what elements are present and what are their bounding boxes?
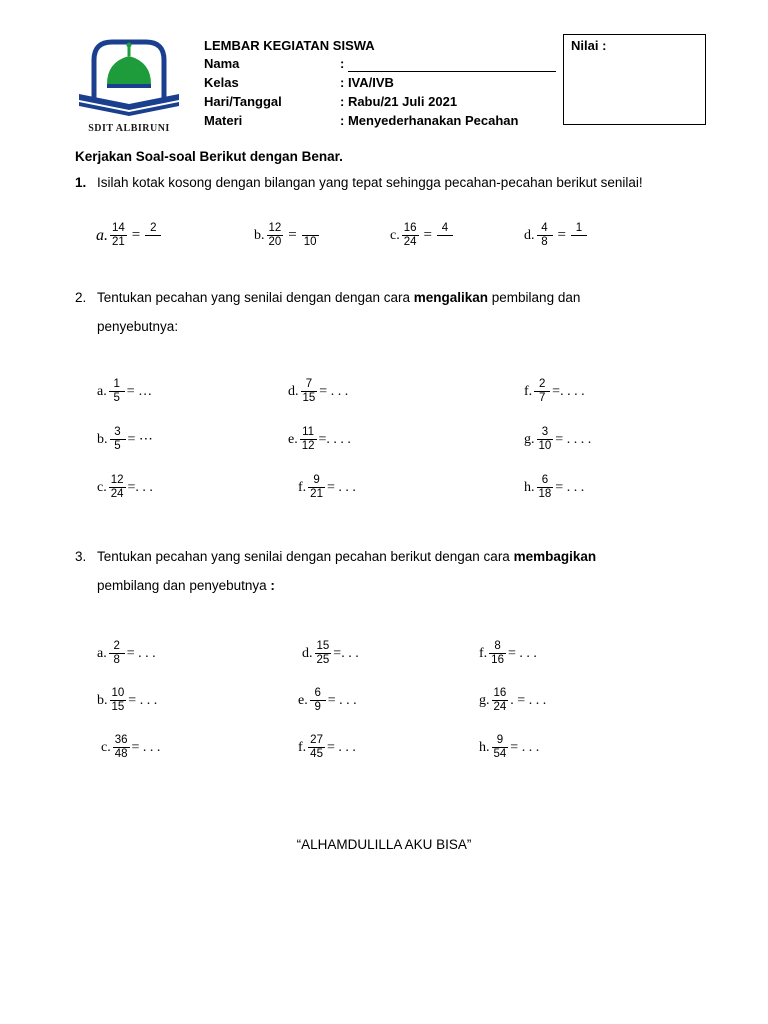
answer-fraction[interactable]: [302, 222, 319, 249]
q2-item-b: [97, 426, 153, 453]
mosque-dome-icon: [74, 36, 184, 118]
fraction: [315, 640, 332, 667]
answer-blank[interactable]: = . . .: [507, 645, 537, 661]
item-letter: f.: [479, 645, 488, 661]
q3-item-b: [97, 687, 157, 714]
denominator: 25: [316, 654, 330, 666]
q3-item-a: [97, 640, 156, 667]
numerator: 15: [316, 640, 330, 652]
item-letter: b.: [97, 692, 108, 708]
fraction: [109, 640, 125, 667]
equals-sign: =: [288, 227, 297, 243]
fraction: [109, 474, 126, 501]
q2-item-f: [524, 378, 585, 405]
q2-item-f2: [298, 474, 356, 501]
q1-number: 1.: [75, 175, 87, 190]
fraction: [308, 474, 325, 501]
denominator: 21: [112, 236, 125, 248]
blank-denominator[interactable]: [437, 235, 453, 249]
denominator: 15: [302, 392, 316, 404]
q3-item-g: [479, 687, 546, 714]
fraction: [267, 222, 284, 249]
answer-blank[interactable]: . = . . .: [510, 692, 547, 708]
equals-sign: =: [423, 227, 432, 243]
q1-item-d: [524, 222, 589, 249]
numerator: 6: [314, 687, 321, 699]
logo-caption: SDIT ALBIRUNI: [88, 123, 170, 134]
fraction: [110, 222, 127, 249]
item-letter: a.: [97, 383, 107, 399]
header-value-nama[interactable]: [340, 56, 556, 72]
header-label-materi: Materi: [204, 113, 243, 128]
q3-item-c: [101, 734, 160, 761]
answer-blank[interactable]: = . . .: [555, 479, 585, 495]
q1-text: Isilah kotak kosong dengan bilangan yang tepat sehingga pecahan-pecahan berikut senilai!: [97, 175, 643, 190]
item-letter: f.: [298, 479, 307, 495]
q2-item-e: [288, 426, 351, 453]
header-value-hari-tanggal: : Rabu/21 Juli 2021: [340, 94, 458, 109]
q2-item-h: [524, 474, 584, 501]
denominator: 24: [403, 236, 417, 248]
numerator: 16: [493, 687, 507, 699]
item-letter: b.: [97, 431, 108, 447]
fraction: [537, 222, 553, 249]
q1-item-b: [254, 222, 321, 249]
denominator: 21: [310, 488, 323, 500]
denominator: 24: [493, 701, 507, 713]
denominator: 7: [534, 391, 550, 405]
q3-item-f: [479, 640, 537, 667]
numerator: 4: [441, 222, 449, 234]
answer-fraction[interactable]: [437, 222, 453, 249]
numerator: 12: [268, 222, 282, 234]
numerator: 27: [310, 734, 323, 746]
numerator: 6: [541, 474, 549, 486]
denominator: 8: [537, 235, 553, 249]
nilai-box[interactable]: [563, 34, 706, 125]
item-letter: g.: [524, 431, 535, 447]
q1-item-letter: a.: [96, 226, 108, 244]
q1-item-c: [390, 222, 455, 249]
fraction: [110, 687, 127, 714]
denominator: 20: [268, 236, 282, 248]
denominator: 54: [493, 748, 507, 760]
fraction: [310, 687, 326, 714]
q3-text-line2-main: pembilang dan penyebutnya: [97, 578, 271, 593]
fraction: [308, 734, 325, 761]
answer-blank[interactable]: =. . . .: [552, 383, 585, 399]
q3-text-line2: [97, 577, 275, 595]
q2-text-line2: penyebutnya:: [97, 319, 179, 334]
blank-denominator[interactable]: [571, 235, 587, 249]
q2-item-c: [97, 474, 153, 501]
answer-blank[interactable]: = . . .: [131, 739, 161, 755]
item-letter: e.: [298, 692, 308, 708]
denominator: 5: [110, 439, 126, 453]
denominator: 16: [491, 654, 504, 666]
numerator: 3: [541, 426, 549, 438]
q1-items: [96, 222, 736, 262]
equals-sign: =: [131, 227, 141, 243]
school-logo: [74, 36, 184, 132]
answer-blank[interactable]: = . . . .: [555, 431, 592, 447]
q2-text-pre: Tentukan pecahan yang senilai dengan dengan cara: [97, 290, 414, 305]
numerator: 12: [110, 474, 124, 486]
numerator: 4: [541, 222, 548, 234]
q1-item-a: [96, 222, 163, 249]
nilai-label: Nilai :: [571, 38, 607, 53]
denominator: 15: [111, 701, 125, 713]
q2-number: 2.: [75, 290, 87, 305]
numerator: 1: [575, 222, 583, 234]
q3-item-d: [302, 640, 359, 667]
denominator: 8: [109, 653, 125, 667]
nama-blank-line[interactable]: [348, 59, 556, 72]
fraction: [402, 222, 419, 249]
numerator: 1: [113, 378, 120, 390]
q2-item-d: [288, 378, 348, 405]
fraction: [489, 640, 506, 667]
denominator: 9: [310, 700, 326, 714]
answer-blank[interactable]: = . . .: [326, 739, 356, 755]
item-letter: g.: [479, 692, 490, 708]
fraction: [537, 474, 554, 501]
q3-text-pre: Tentukan pecahan yang senilai dengan pecahan berikut dengan cara: [97, 549, 514, 564]
numerator: 16: [403, 222, 417, 234]
numerator: 7: [305, 378, 313, 390]
item-letter: f.: [298, 739, 307, 755]
item-letter: a.: [97, 645, 107, 661]
denominator: 12: [301, 440, 315, 452]
q2-item-a: [97, 378, 152, 405]
q3-text: [97, 548, 596, 566]
item-letter: e.: [288, 431, 298, 447]
denominator: 18: [538, 488, 552, 500]
worksheet-title: LEMBAR KEGIATAN SISWA: [204, 38, 375, 53]
denominator: 5: [109, 391, 125, 405]
answer-blank[interactable]: = . . .: [327, 692, 357, 708]
fraction: [300, 426, 317, 453]
numerator: 10: [111, 687, 125, 699]
answer-fraction[interactable]: [571, 222, 587, 249]
answer-blank[interactable]: = . . .: [126, 645, 156, 661]
q3-text-line2-colon: :: [270, 578, 275, 593]
q3-number: 3.: [75, 549, 87, 564]
answer-blank[interactable]: = …: [126, 383, 153, 399]
denominator: 10: [303, 236, 317, 248]
blank-numerator[interactable]: [308, 222, 312, 235]
numerator: 2: [538, 378, 546, 390]
item-letter: d.: [288, 383, 299, 399]
header-label-hari-tanggal: Hari/Tanggal: [204, 94, 282, 109]
answer-blank[interactable]: = . . .: [128, 692, 158, 708]
answer-blank[interactable]: =. . .: [127, 479, 153, 495]
item-letter: c.: [101, 739, 111, 755]
answer-blank[interactable]: = . . .: [510, 739, 540, 755]
header-label-nama: Nama: [204, 56, 240, 71]
numerator: 2: [113, 640, 120, 652]
q2-text-post: pembilang dan: [488, 290, 581, 305]
q3-item-e: [298, 687, 357, 714]
fraction: [492, 687, 509, 714]
q3-item-h: [479, 734, 539, 761]
numerator: 9: [496, 734, 504, 746]
q3-item-f2: [298, 734, 356, 761]
numerator: 36: [114, 734, 128, 746]
numerator: 11: [302, 426, 315, 438]
fraction: [109, 378, 125, 405]
item-letter: f.: [524, 383, 533, 399]
fraction: [301, 378, 318, 405]
fraction: [492, 734, 509, 761]
q2-text: [97, 289, 580, 307]
answer-blank[interactable]: = . . .: [326, 479, 356, 495]
answer-blank[interactable]: =. . . .: [318, 431, 351, 447]
denominator: 45: [310, 748, 323, 760]
header-value-materi: : Menyederhanakan Pecahan: [340, 113, 519, 128]
item-letter: h.: [524, 479, 535, 495]
q1-item-letter: b.: [254, 227, 265, 243]
item-letter: h.: [479, 739, 490, 755]
q2-item-g: [524, 426, 591, 453]
fraction: [537, 426, 554, 453]
numerator: 14: [112, 222, 125, 234]
answer-blank[interactable]: =. . .: [333, 645, 359, 661]
fraction: [110, 426, 126, 453]
answer-blank[interactable]: = . . .: [319, 383, 349, 399]
item-letter: d.: [302, 645, 313, 661]
q2-text-bold: mengalikan: [413, 290, 489, 305]
q3-text-bold: membagikan: [513, 549, 597, 564]
q1-item-letter: c.: [390, 227, 400, 243]
footer-motto: “ALHAMDULILLA AKU BISA”: [296, 837, 472, 852]
answer-fraction[interactable]: [145, 222, 161, 249]
fraction: [534, 378, 550, 405]
instruction: Kerjakan Soal-soal Berikut dengan Benar.: [75, 149, 343, 164]
numerator: 8: [494, 640, 501, 652]
blank-denominator[interactable]: [145, 235, 161, 249]
answer-blank[interactable]: = ⋯: [127, 432, 153, 447]
q1-item-letter: d.: [524, 227, 535, 243]
fraction: [113, 734, 130, 761]
item-letter: c.: [97, 479, 107, 495]
header-value-kelas: : IVA/IVB: [340, 75, 394, 90]
denominator: 24: [110, 488, 124, 500]
denominator: 48: [114, 748, 128, 760]
header-label-kelas: Kelas: [204, 75, 239, 90]
nama-colon: :: [340, 56, 345, 71]
numerator: 9: [313, 474, 320, 486]
numerator: 3: [114, 426, 121, 438]
equals-sign: =: [557, 227, 566, 243]
numerator: 2: [150, 222, 157, 234]
denominator: 10: [538, 440, 552, 452]
